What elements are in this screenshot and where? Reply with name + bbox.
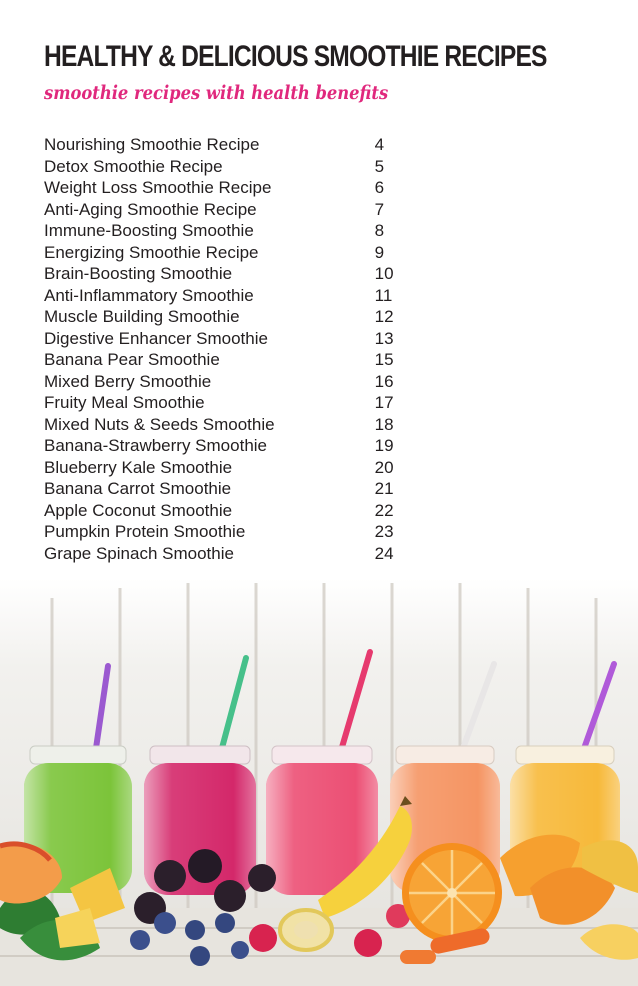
toc-entry[interactable] (44, 328, 404, 350)
toc-entry-page: 9 (374, 242, 385, 262)
toc-entry-label: Brain-Boosting Smoothie (44, 264, 233, 283)
toc-entry-label: Anti-Inflammatory Smoothie (44, 285, 254, 305)
toc-entry-label: Grape Spinach Smoothie (44, 543, 234, 563)
toc-entry-page: 17 (374, 393, 394, 412)
toc-entry-page: 8 (374, 221, 385, 240)
toc-entry[interactable] (44, 242, 404, 264)
toc-entry[interactable] (44, 263, 404, 285)
toc-entry-label: Mixed Nuts & Seeds Smoothie (44, 414, 275, 434)
toc-entry-page: 11 (374, 285, 393, 305)
toc-entry-label: Digestive Enhancer Smoothie (44, 328, 268, 348)
toc-entry[interactable] (44, 392, 404, 414)
toc-entry-label: Anti-Aging Smoothie Recipe (44, 199, 257, 219)
toc-entry[interactable] (44, 543, 404, 565)
toc-entry[interactable] (44, 199, 404, 221)
toc-entry[interactable] (44, 478, 404, 500)
toc-entry[interactable] (44, 306, 404, 328)
toc-entry[interactable] (44, 414, 404, 436)
toc-entry[interactable] (44, 134, 404, 156)
toc-entry-page: 24 (374, 543, 394, 563)
toc-entry-page: 18 (374, 414, 394, 434)
toc-entry-label: Detox Smoothie Recipe (44, 156, 223, 176)
toc-entry-label: Banana Carrot Smoothie (44, 479, 232, 498)
toc-entry-label: Banana-Strawberry Smoothie (44, 436, 268, 455)
toc-entry[interactable] (44, 285, 404, 307)
toc-entry-label: Mixed Berry Smoothie (44, 371, 212, 391)
toc-entry-label: Weight Loss Smoothie Recipe (44, 178, 272, 197)
toc-entry-label: Muscle Building Smoothie (44, 307, 240, 326)
toc-entry-label: Immune-Boosting Smoothie (44, 221, 254, 240)
toc-entry-label: Blueberry Kale Smoothie (44, 457, 233, 477)
toc-entry[interactable] (44, 349, 404, 371)
toc-entry[interactable] (44, 500, 404, 522)
page-subtitle: smoothie recipes with health benefits (44, 82, 389, 104)
toc-entry-page: 12 (374, 307, 394, 326)
toc-entry-page: 22 (374, 500, 394, 520)
toc-entry-page: 19 (374, 436, 394, 455)
toc-entry[interactable] (44, 435, 404, 457)
toc-entry-page: 21 (374, 479, 394, 498)
toc-entry-page: 23 (374, 522, 394, 541)
toc-entry-page: 5 (374, 156, 385, 176)
toc-entry-label: Fruity Meal Smoothie (44, 393, 205, 412)
toc-entry-page: 16 (374, 371, 394, 391)
toc-entry-page: 6 (374, 178, 385, 197)
toc-entry-page: 10 (374, 264, 394, 283)
toc-entry-label: Apple Coconut Smoothie (44, 500, 233, 520)
toc-entry[interactable] (44, 457, 404, 479)
table-of-contents (44, 134, 404, 564)
toc-entry-page: 13 (374, 328, 394, 348)
page-title: HEALTHY & DELICIOUS SMOOTHIE RECIPES (44, 40, 547, 73)
toc-entry-page: 7 (374, 199, 385, 219)
toc-entry-label: Pumpkin Protein Smoothie (44, 522, 246, 541)
toc-entry-page: 15 (374, 350, 394, 369)
smoothie-jars-photo (0, 578, 638, 986)
toc-entry[interactable] (44, 521, 404, 543)
toc-entry[interactable] (44, 156, 404, 178)
toc-entry[interactable] (44, 371, 404, 393)
toc-entry-label: Energizing Smoothie Recipe (44, 242, 259, 262)
toc-entry[interactable] (44, 177, 404, 199)
toc-entry-page: 20 (374, 457, 394, 477)
toc-entry-label: Nourishing Smoothie Recipe (44, 135, 260, 154)
toc-entry[interactable] (44, 220, 404, 242)
toc-entry-page: 4 (374, 135, 385, 154)
toc-entry-label: Banana Pear Smoothie (44, 350, 220, 369)
